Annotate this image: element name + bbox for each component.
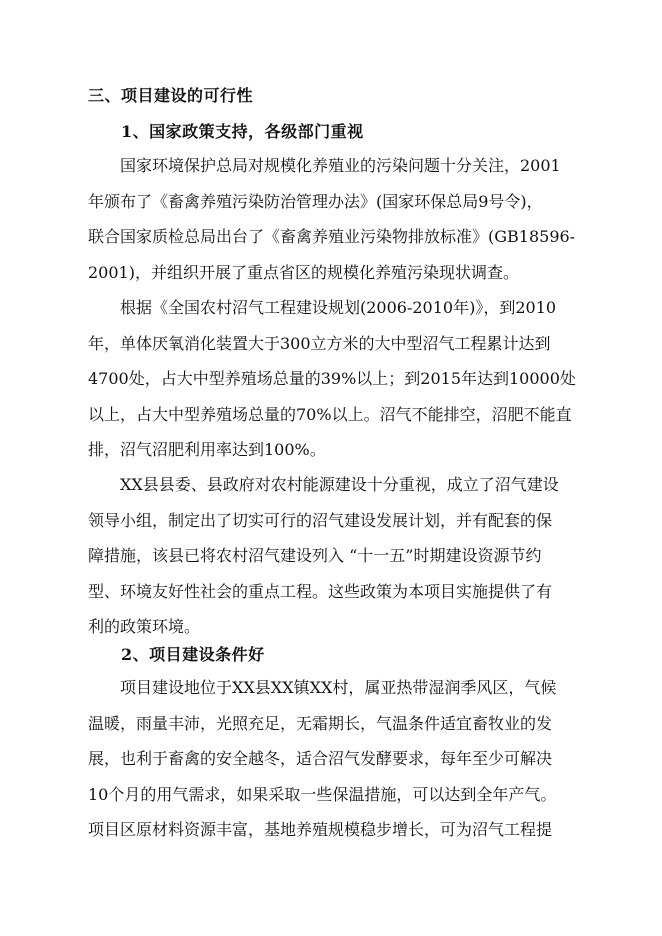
- paragraph-line: 温暖，雨量丰沛，光照充足，无霜期长，气温条件适宜畜牧业的发: [88, 713, 553, 733]
- paragraph-line: 联合国家质检总局出台了《畜禽养殖业污染物排放标准》(GB18596-: [88, 227, 576, 246]
- paragraph-line: 项目建设地位于XX县XX镇XX村，属亚热带湿润季风区，气候: [120, 678, 557, 697]
- paragraph-line: 障措施，该县已将农村沼气建设列入 “十一五”时期建设资源节约: [88, 546, 542, 565]
- paragraph-line: 展，也利于畜禽的安全越冬，适合沼气发酵要求，每年至少可解决: [88, 749, 553, 768]
- paragraph-line: 年，单体厌氧消化装置大于300立方米的大中型沼气工程累计达到: [88, 333, 551, 353]
- paragraph-line: 4700处，占大中型养殖场总量的39%以上；到2015年达到10000处: [88, 369, 576, 388]
- paragraph-site-conditions: [88, 670, 588, 848]
- paragraph-environmental-regulations: [88, 148, 588, 290]
- paragraph-line: 领导小组，制定出了切实可行的沼气建设发展计划，并有配套的保: [88, 510, 553, 530]
- paragraph-biogas-plan: [88, 290, 588, 468]
- paragraph-line: 年颁布了《畜禽养殖污染防治管理办法》(国家环保总局9号令)，: [88, 191, 543, 211]
- paragraph-line: 国家环境保护总局对规模化养殖业的污染问题十分关注，2001: [120, 156, 561, 175]
- paragraph-line: 项目区原材料资源丰富，基地养殖规模稳步增长，可为沼气工程提: [88, 820, 553, 839]
- paragraph-line: 以上，占大中型养殖场总量的70%以上。沼气不能排空，沼肥不能直: [88, 404, 572, 424]
- paragraph-line: 根据《全国农村沼气工程建设规划(2006-2010年)》，到2010: [120, 298, 557, 317]
- paragraph-line: 型、环境友好性社会的重点工程。这些政策为本项目实施提供了有: [88, 581, 553, 601]
- paragraph-line: 10个月的用气需求，如果采取一些保温措施，可以达到全年产气。: [88, 784, 557, 804]
- paragraph-line: 2001)，并组织开展了重点省区的规模化养殖污染现状调查。: [88, 262, 519, 282]
- paragraph-county-support: [88, 467, 588, 645]
- subsection-title-policy: 1、国家政策支持，各级部门重视: [121, 122, 364, 141]
- paragraph-line: 利的政策环境。: [88, 617, 201, 636]
- subsection-title-conditions: 2、项目建设条件好: [121, 645, 265, 664]
- section-title: 三、项目建设的可行性: [88, 86, 254, 105]
- paragraph-line: XX县县委、县政府对农村能源建设十分重视，成立了沼气建设: [120, 475, 559, 494]
- paragraph-line: 排，沼气沼肥利用率达到100%。: [88, 440, 326, 459]
